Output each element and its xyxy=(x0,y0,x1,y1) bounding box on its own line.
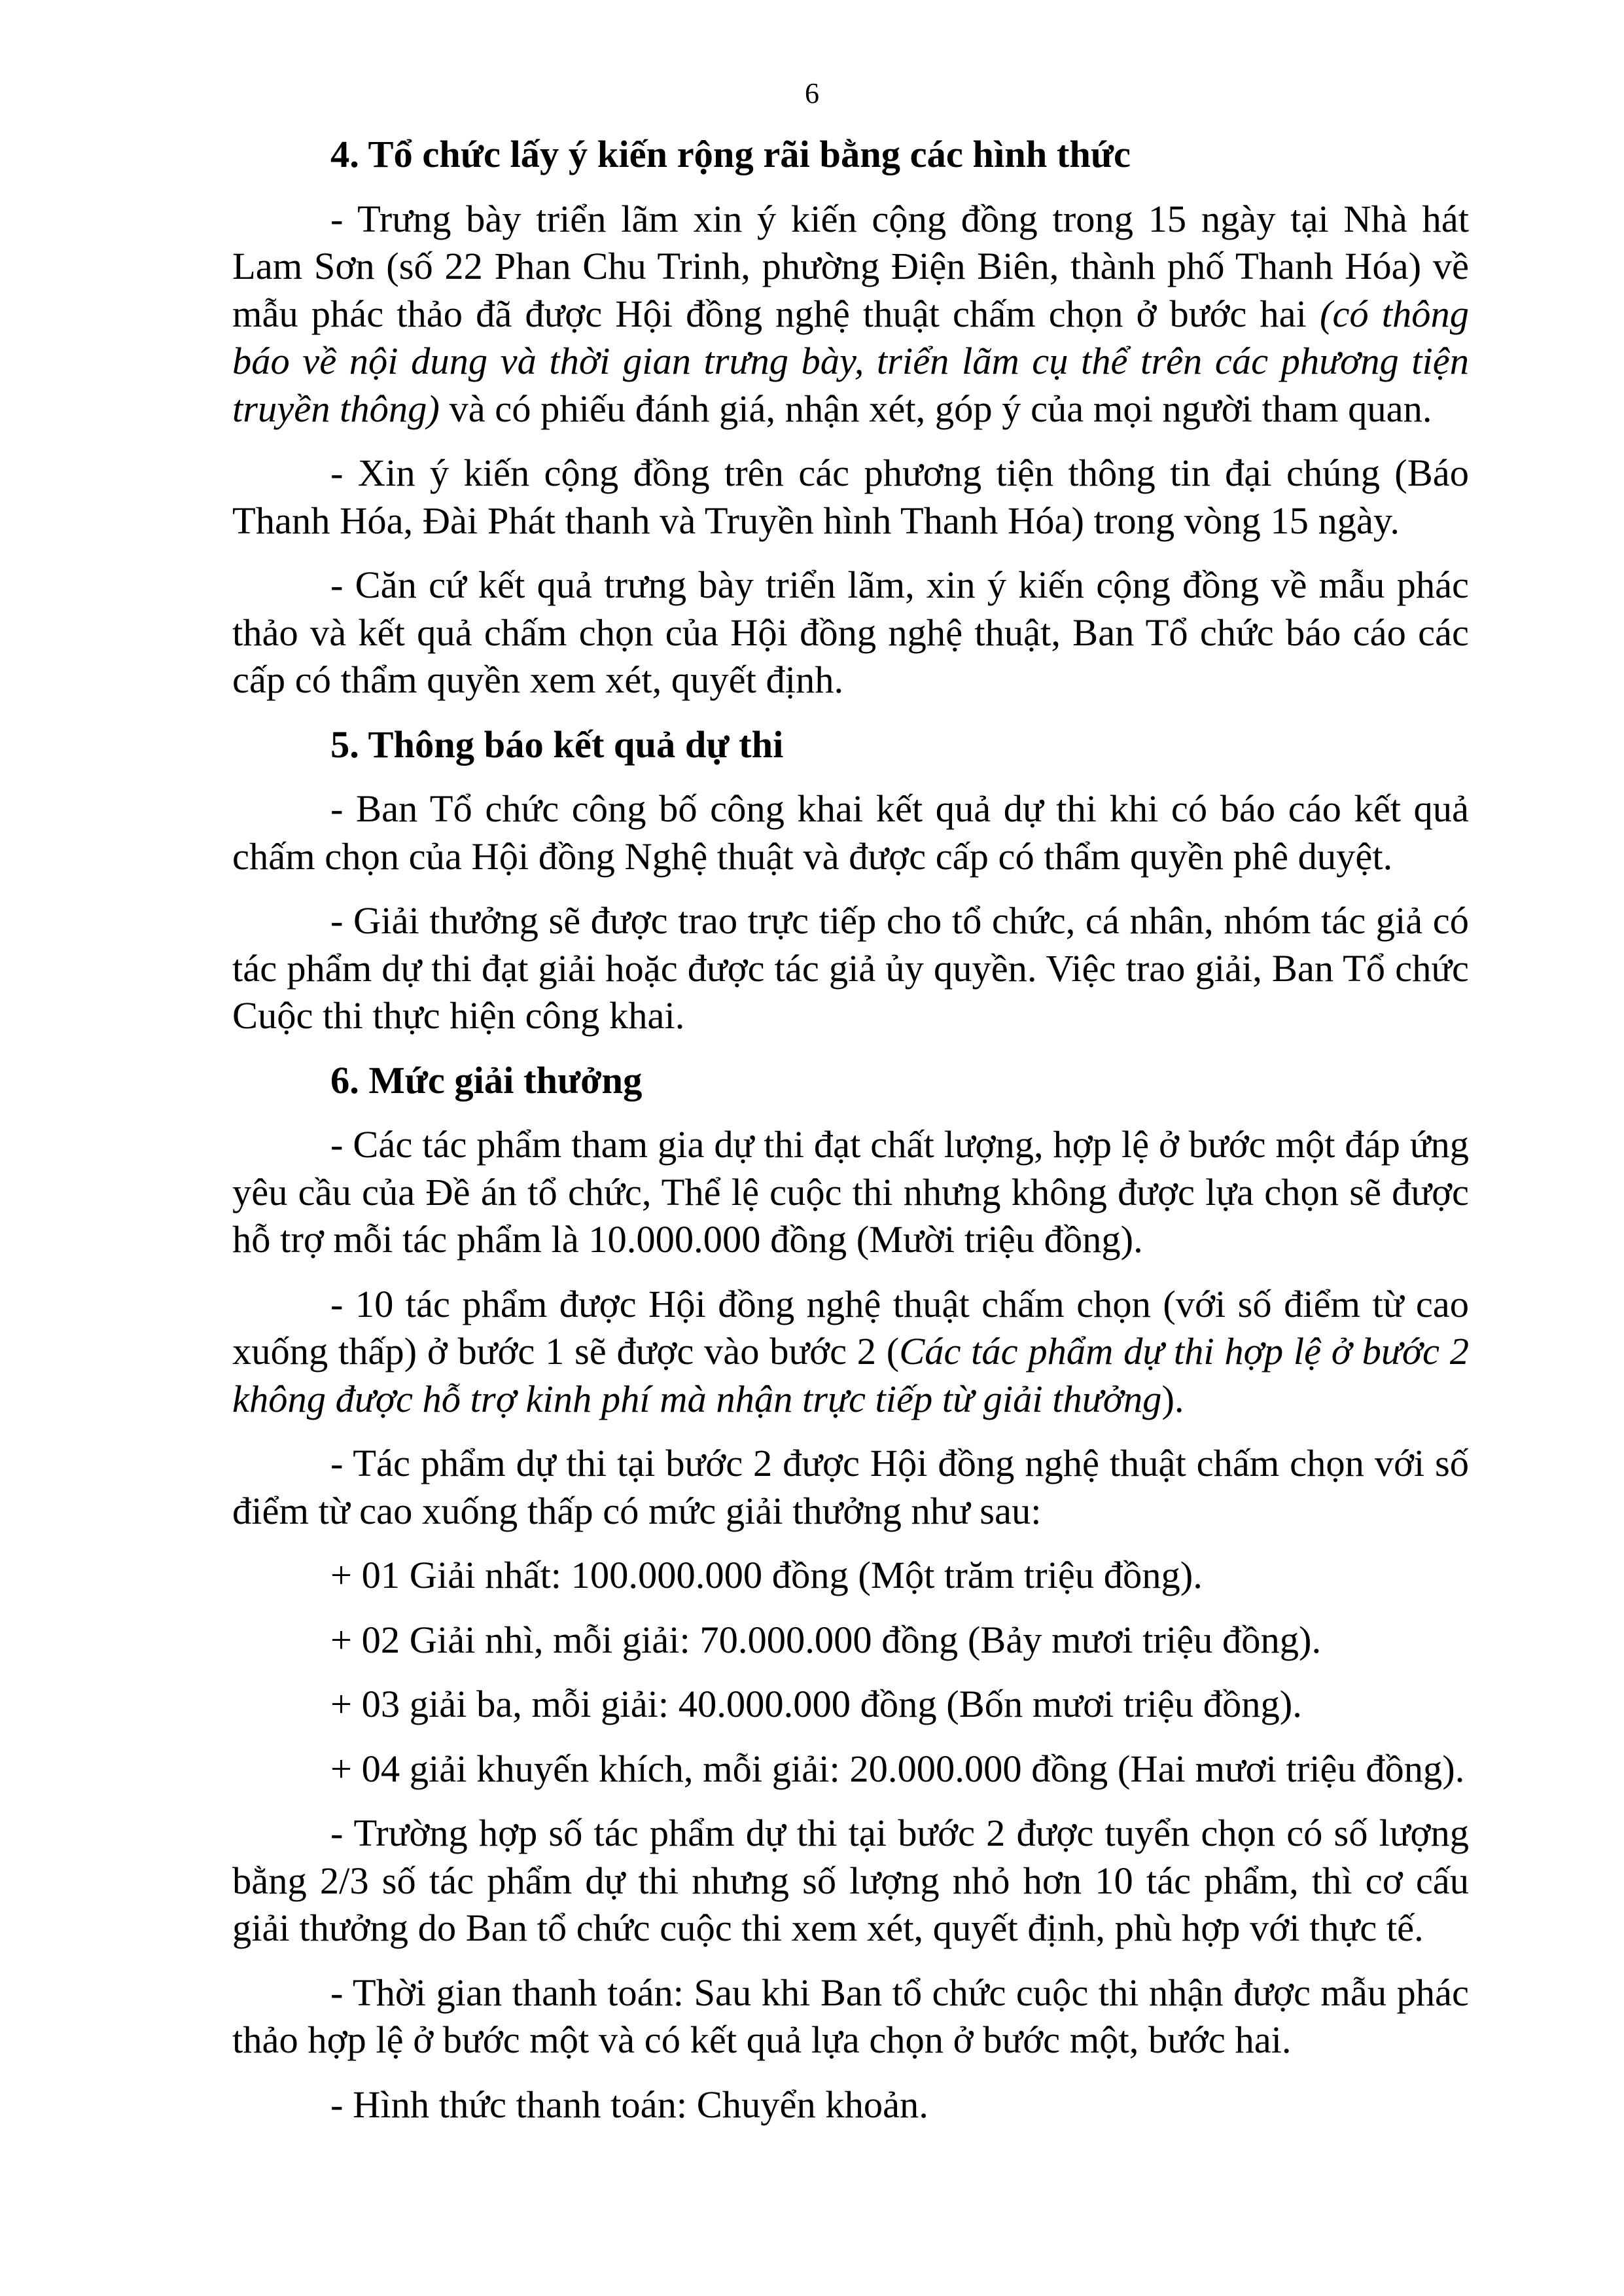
prize-third: + 03 giải ba, mỗi giải: 40.000.000 đồng (Bốn mươi triệu đồng). xyxy=(330,1683,1302,1725)
paragraph-payment-time: - Thời gian thanh toán: Sau khi Ban tổ chức cuộc thi nhận được mẫu phác thảo hợp lệ ở bước một và có kết quả lựa chọn ở bước một, bước hai. xyxy=(232,1971,1469,2061)
paragraph-media-consultation: - Xin ý kiến cộng đồng trên các phương tiện thông tin đại chúng (Báo Thanh Hóa, Đài Phát thanh và Truyền hình Thanh Hóa) trong vòng 15 ngày. xyxy=(232,452,1469,542)
page-number: 6 xyxy=(805,77,819,109)
section-heading-6: 6. Mức giải thưởng xyxy=(330,1058,643,1102)
paragraph-announce-results: - Ban Tổ chức công bố công khai kết quả dự thi khi có báo cáo kết quả chấm chọn của Hội đồng Nghệ thuật và được cấp có thẩm quyền phê duyệt. xyxy=(232,787,1469,878)
paragraph-report: - Căn cứ kết quả trưng bày triển lãm, xin ý kiến cộng đồng về mẫu phác thảo và kết quả chấm chọn của Hội đồng nghệ thuật, Ban Tổ chức báo cáo các cấp có thẩm quyền xem xét, quyết định. xyxy=(232,564,1469,701)
prize-first: + 01 Giải nhất: 100.000.000 đồng (Một trăm triệu đồng). xyxy=(330,1554,1203,1596)
paragraph-text: - 10 tác phẩm được Hội đồng nghệ thuật chấm chọn (với số điểm từ cao xuống thấp) ở bước 1 sẽ được vào bước 2 ( xyxy=(232,1282,1469,1372)
paragraph-fewer-entries: - Trường hợp số tác phẩm dự thi tại bước 2 được tuyển chọn có số lượng bằng 2/3 số tác phẩm dự thi nhưng số lượng nhỏ hơn 10 tác phẩm, thì cơ cấu giải thưởng do Ban tổ chức cuộc thi xem xét, quyết định, phù hợp với thực tế. xyxy=(232,1812,1469,1949)
section-heading-4: 4. Tổ chức lấy ý kiến rộng rãi bằng các hình thức xyxy=(330,133,1131,175)
document-body xyxy=(232,131,1469,2145)
paragraph-prize-intro: - Tác phẩm dự thi tại bước 2 được Hội đồng nghệ thuật chấm chọn với số điểm từ cao xuống thấp có mức giải thưởng như sau: xyxy=(232,1442,1469,1532)
paragraph-italic-note: (có thông báo về nội dung và thời gian trưng bày, triển lãm cụ thể trên các phương tiện truyền thông) xyxy=(232,292,1469,430)
paragraph-italic-note: Các tác phẩm dự thi hợp lệ ở bước 2 không được hỗ trợ kinh phí mà nhận trực tiếp từ giải thưởng xyxy=(232,1330,1469,1420)
paragraph-text: ). xyxy=(1161,1377,1184,1420)
paragraph-text: - Trưng bày triển lãm xin ý kiến cộng đồng trong 15 ngày tại Nhà hát Lam Sơn (số 22 Phan Chu Trinh, phường Điện Biên, thành phố Thanh Hóa) về mẫu phác thảo đã được Hội đồng nghệ thuật chấm chọn ở bước hai xyxy=(232,197,1469,335)
paragraph-payment-method: - Hình thức thanh toán: Chuyển khoản. xyxy=(330,2083,928,2126)
paragraph-text: và có phiếu đánh giá, nhận xét, góp ý của mọi người tham quan. xyxy=(439,387,1432,430)
prize-second: + 02 Giải nhì, mỗi giải: 70.000.000 đồng (Bảy mươi triệu đồng). xyxy=(330,1618,1322,1661)
prize-encouragement: + 04 giải khuyến khích, mỗi giải: 20.000.000 đồng (Hai mươi triệu đồng). xyxy=(330,1747,1465,1790)
paragraph-exhibition xyxy=(232,196,1469,433)
section-heading-5: 5. Thông báo kết quả dự thi xyxy=(330,723,784,766)
paragraph-step-two-selection xyxy=(232,1281,1469,1424)
paragraph-support-amount: - Các tác phẩm tham gia dự thi đạt chất lượng, hợp lệ ở bước một đáp ứng yêu cầu của Đề án tổ chức, Thể lệ cuộc thi nhưng không được lựa chọn sẽ được hỗ trợ mỗi tác phẩm là 10.000.000 đồng (Mười triệu đồng). xyxy=(232,1123,1469,1261)
paragraph-award-delivery: - Giải thưởng sẽ được trao trực tiếp cho tổ chức, cá nhân, nhóm tác giả có tác phẩm dự thi đạt giải hoặc được tác giả ủy quyền. Việc trao giải, Ban Tổ chức Cuộc thi thực hiện công khai. xyxy=(232,899,1469,1037)
